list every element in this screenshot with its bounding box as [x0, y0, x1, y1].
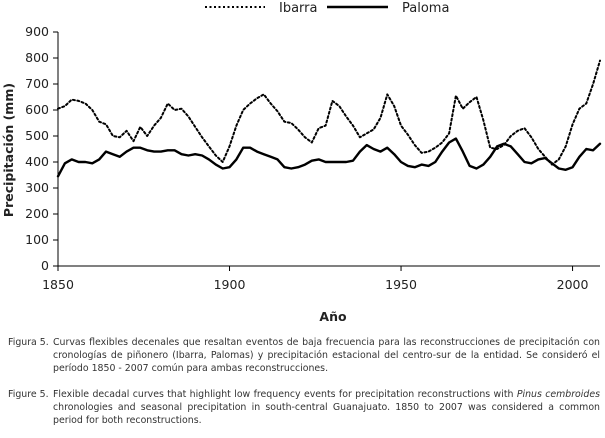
series-line-paloma [58, 139, 600, 177]
y-tick-label: 700 [25, 76, 49, 91]
chart-ticks [25, 24, 588, 292]
caption-en-label: Figure 5. [8, 389, 49, 400]
y-tick-label: 0 [41, 258, 49, 273]
caption-es-text: Curvas flexibles decenales que resaltan eventos de baja frecuencia para las reconstrucciones de precipitación con cronologías de piñonero (Ibarra, Palomas) y precipitación estacional del centro-sur de la entidad. Se consideró el período 1850 - 2007 común para ambas reconstrucciones. [53, 337, 600, 374]
legend-label-ibarra: Ibarra [279, 1, 318, 16]
caption-en-text [8, 388, 600, 427]
x-tick-label: 1850 [42, 277, 74, 292]
y-tick-label: 800 [25, 50, 49, 65]
chart-legend [205, 1, 449, 16]
caption-es-label: Figura 5. [8, 337, 49, 348]
y-tick-label: 600 [25, 102, 49, 117]
chart-series [57, 60, 600, 177]
y-tick-label: 200 [25, 206, 49, 221]
y-tick-label: 100 [25, 232, 49, 247]
x-tick-label: 2000 [556, 277, 589, 292]
series-line-ibarra [58, 61, 600, 165]
x-tick-label: 1900 [213, 277, 246, 292]
figure-caption-es [8, 336, 600, 375]
y-axis-label: Precipitación (mm) [1, 82, 16, 218]
chart-axes [58, 32, 600, 266]
caption-en-text-after: chronologies and seasonal precipitation in south-central Guanajuato. 1850 to 2007 was considered a common period for both reconstructions. [53, 402, 600, 426]
y-tick-label: 400 [25, 154, 49, 169]
legend-label-paloma: Paloma [402, 1, 450, 16]
y-tick-label: 300 [25, 180, 49, 195]
y-tick-label: 500 [25, 128, 49, 143]
y-tick-label: 900 [25, 24, 49, 39]
figure-caption-en [8, 388, 600, 427]
x-tick-label: 1950 [385, 277, 417, 292]
caption-en-species: Pinus cembroides [516, 389, 601, 400]
caption-en-text-before: Flexible decadal curves that highlight low frequency events for precipitation reconstructions with [53, 389, 517, 400]
x-axis-label: Año [319, 309, 347, 324]
